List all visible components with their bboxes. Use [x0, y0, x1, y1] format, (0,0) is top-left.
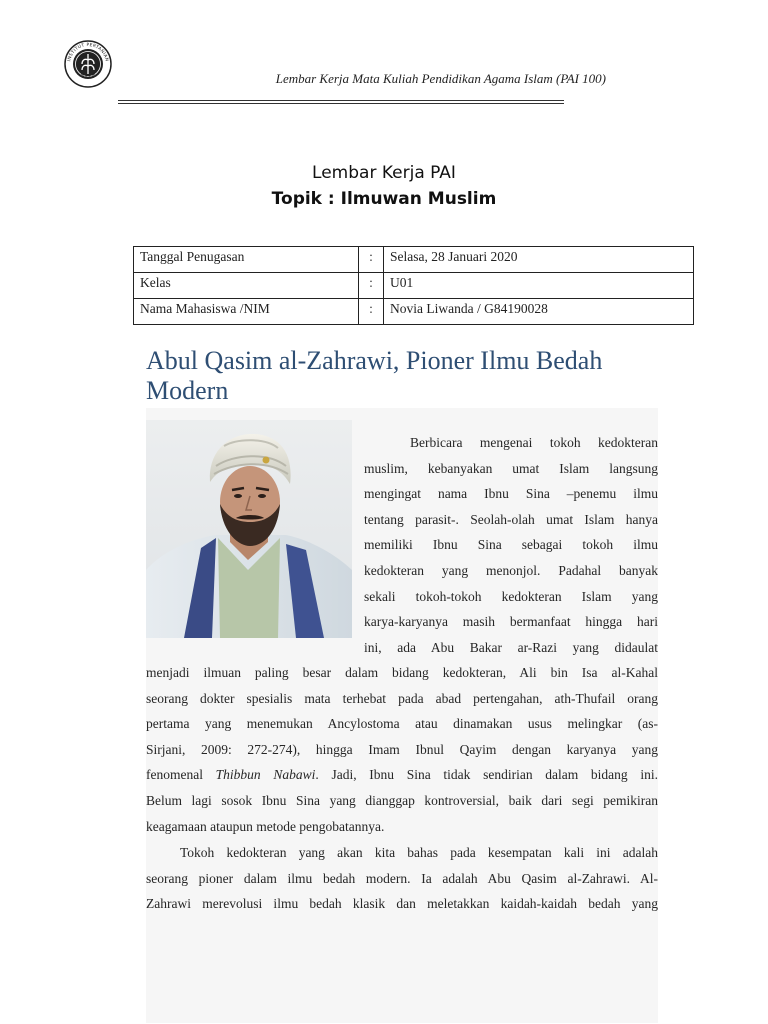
text-line: Zahrawi merevolusi ilmu bedah klasik dan meletakkan kaidah-kaidah bedah yang	[146, 896, 658, 912]
text-line: pertama yang menemukan Ancylostoma atau dinamakan usus melingkar (as-	[146, 716, 658, 732]
title-line-2: Topik : Ilmuwan Muslim	[271, 189, 497, 209]
text-fragment: fenomenal	[146, 767, 216, 783]
table-row	[134, 273, 694, 299]
institution-logo	[64, 40, 112, 88]
row-separator: :	[359, 299, 384, 325]
text-line: Berbicara mengenai tokoh kedokteran	[410, 435, 658, 450]
text-line-with-italic	[146, 762, 658, 788]
row-label: Kelas	[134, 273, 359, 299]
text-line: kedokteran yang menonjol. Padahal banyak	[364, 562, 658, 578]
table-row	[134, 299, 694, 325]
wrapped-paragraph	[364, 430, 658, 660]
row-value: Novia Liwanda / G84190028	[384, 299, 694, 325]
text-line: seorang pioner dalam ilmu bedah modern. Ia adalah Abu Qasim al-Zahrawi. Al-	[146, 870, 658, 886]
article-title-line-2: Modern	[146, 376, 229, 405]
logo-text-bottom: BOGOR	[79, 72, 97, 80]
text-line: Sirjani, 2009: 272-274), hingga Imam Ibnul Qayim dengan karyanya yang	[146, 741, 658, 757]
portrait-image	[146, 420, 352, 638]
row-separator: :	[359, 273, 384, 299]
header-rule	[118, 100, 564, 104]
text-line: tentang parasit-. Seolah-olah umat Islam hanya	[364, 511, 658, 527]
text-line: mengingat nama Ibnu Sina –penemu ilmu	[364, 486, 658, 502]
text-line: muslim, kebanyakan umat Islam langsung	[364, 460, 658, 476]
text-line: sekali tokoh-tokoh kedokteran Islam yang	[364, 588, 658, 604]
running-header: Lembar Kerja Mata Kuliah Pendidikan Agama Islam (PAI 100)	[275, 71, 606, 86]
text-line: memiliki Ibnu Sina sebagai tokoh ilmu	[364, 537, 658, 553]
continuation-paragraph	[146, 660, 658, 839]
title-line-1: Lembar Kerja PAI	[312, 163, 456, 183]
text-line: karya-karyanya masih bermanfaat hingga hari	[364, 614, 658, 630]
table-row	[134, 247, 694, 273]
text-line: keagamaan ataupun metode pengobatannya.	[146, 818, 385, 834]
text-line: seorang dokter spesialis mata terhebat pada abad pertengahan, ath-Thufail orang	[146, 690, 658, 706]
row-label: Tanggal Penugasan	[134, 247, 359, 273]
text-line: ini, ada Abu Bakar ar-Razi yang didaulat	[364, 639, 658, 655]
row-value: U01	[384, 273, 694, 299]
text-line: Tokoh kedokteran yang akan kita bahas pada kesempatan kali ini adalah	[180, 845, 658, 860]
row-label: Nama Mahasiswa /NIM	[134, 299, 359, 325]
row-separator: :	[359, 247, 384, 273]
text-fragment: . Jadi, Ibnu Sina tidak sendirian dalam bidang ini.	[315, 767, 658, 783]
document-title	[0, 160, 768, 212]
logo-text-top: INSTITUT PERTANIAN	[67, 43, 109, 63]
text-line: menjadi ilmuan paling besar dalam bidang kedokteran, Ali bin Isa al-Kahal	[146, 665, 658, 680]
assignment-info-table	[133, 246, 694, 325]
text-line: Belum lagi sosok Ibnu Sina yang dianggap kontroversial, baik dari segi pemikiran	[146, 792, 658, 808]
article-title-line-1: Abul Qasim al-Zahrawi, Pioner Ilmu Bedah	[146, 346, 603, 375]
second-paragraph	[146, 840, 658, 917]
row-value: Selasa, 28 Januari 2020	[384, 247, 694, 273]
article-title	[146, 346, 686, 406]
italic-term: Thibbun Nabawi	[215, 767, 316, 783]
